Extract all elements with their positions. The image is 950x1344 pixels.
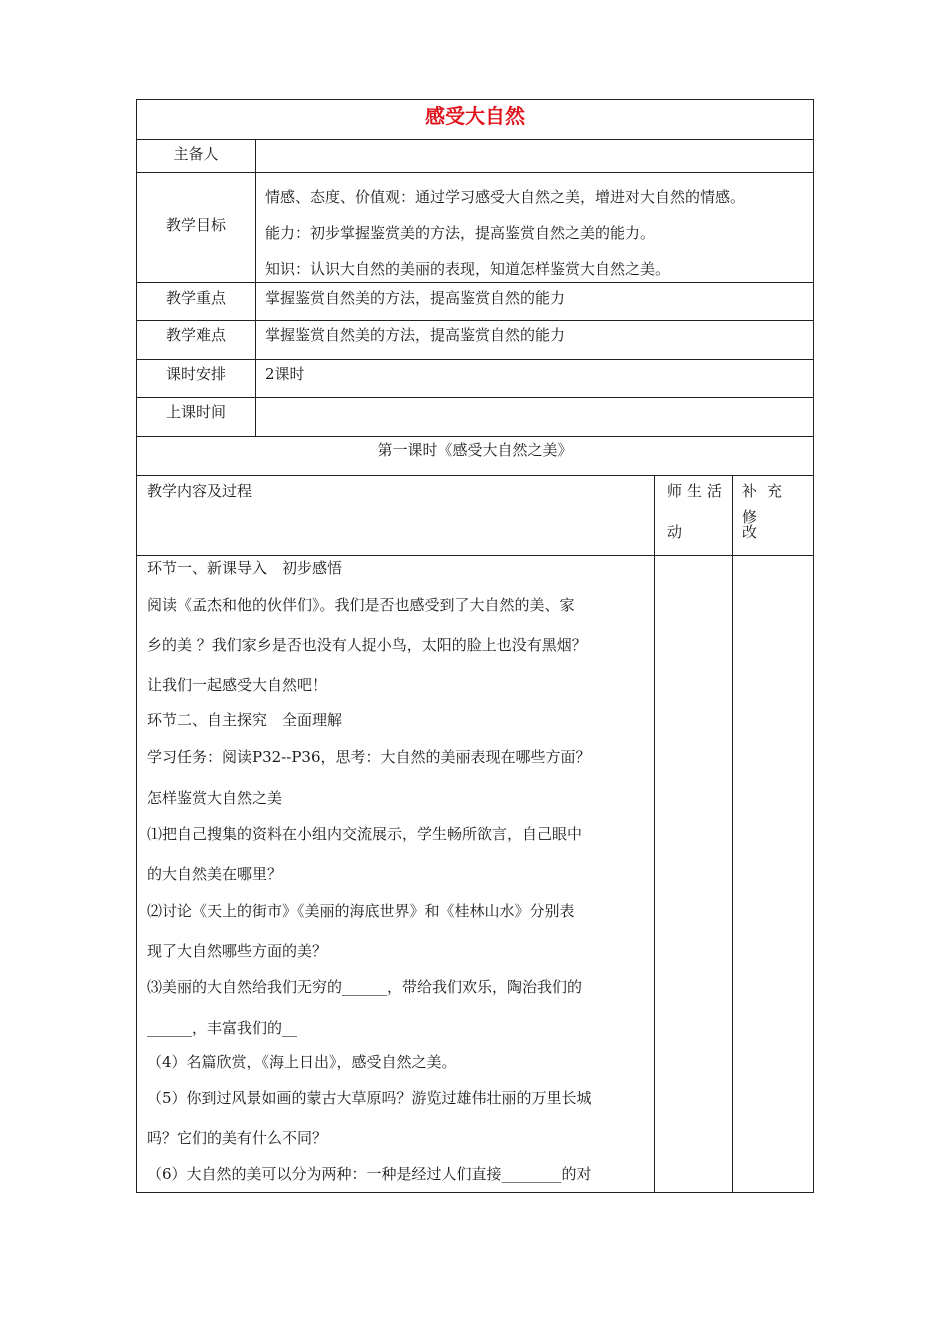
header-activity: 师生活	[667, 482, 728, 500]
column-divider-activity	[654, 476, 655, 1192]
body-line: （4）名篇欣赏，《海上日出》，感受自然之美。	[147, 1053, 457, 1071]
label-schedule: 课时安排	[137, 360, 256, 397]
body-line: 让我们一起感受大自然吧！	[147, 676, 328, 694]
row-column-headers	[137, 476, 813, 556]
schedule-text: 2课时	[265, 365, 305, 383]
key-points-text: 掌握鉴赏自然美的方法，提高鉴赏自然的能力	[265, 289, 566, 307]
document-title: 感受大自然	[425, 104, 525, 128]
header-revise-cont: 改	[742, 523, 758, 541]
body-line: 环节一、新课导入 初步感悟	[147, 559, 343, 577]
label-objectives: 教学目标	[137, 173, 256, 282]
body-line: ⑴把自己搜集的资料在小组内交流展示，学生畅所欲言，自己眼中	[147, 825, 583, 843]
header-revise: 补充修	[742, 482, 793, 526]
objective-knowledge: 知识：认识大自然的美丽的表现，知道怎样鉴赏大自然之美。	[265, 260, 671, 278]
body-line: 怎样鉴赏大自然之美	[147, 789, 283, 807]
row-schedule	[137, 360, 813, 398]
body-line: 学习任务：阅读P32--P36，思考：大自然的美丽表现在哪些方面？	[147, 748, 591, 766]
objective-attitude: 情感、态度、价值观：通过学习感受大自然之美，增进对大自然的情感。	[265, 188, 746, 206]
row-class-time	[137, 398, 813, 437]
label-difficulties: 教学难点	[137, 321, 256, 359]
row-difficulties	[137, 321, 813, 360]
row-key-points	[137, 283, 813, 321]
column-divider-revise	[732, 476, 733, 1192]
body-line: （5）你到过风景如画的蒙古大草原吗？游览过雄伟壮丽的万里长城	[147, 1089, 592, 1107]
label-key-points: 教学重点	[137, 283, 256, 320]
title-row	[137, 100, 813, 140]
row-objectives	[137, 173, 813, 283]
row-lesson-title	[137, 437, 813, 476]
content-body	[137, 556, 654, 1192]
body-line: （6）大自然的美可以分为两种：一种是经过人们直接________的对	[147, 1165, 592, 1183]
row-preparer	[137, 140, 813, 173]
label-class-time: 上课时间	[137, 398, 256, 436]
body-line: 环节二、自主探究 全面理解	[147, 711, 343, 729]
body-line: 吗？它们的美有什么不同？	[147, 1129, 328, 1147]
body-line: ⑵讨论《天上的街市》《美丽的海底世界》和《桂林山水》分别表	[147, 902, 575, 920]
body-line: 阅读《孟杰和他的伙伴们》。我们是否也感受到了大自然的美、家	[147, 596, 575, 614]
objectives-text	[265, 179, 805, 287]
label-preparer: 主备人	[137, 140, 256, 172]
difficulties-text: 掌握鉴赏自然美的方法，提高鉴赏自然的能力	[265, 326, 566, 344]
header-activity-cont: 动	[667, 523, 683, 541]
body-line: ⑶美丽的大自然给我们无穷的______，带给我们欢乐，陶治我们的	[147, 978, 583, 996]
lesson-title: 第一课时《感受大自然之美》	[377, 441, 573, 459]
header-content-process: 教学内容及过程	[147, 482, 253, 500]
lesson-plan-table	[136, 99, 814, 1193]
body-line: 现了大自然哪些方面的美？	[147, 942, 328, 960]
body-line: ______，丰富我们的__	[147, 1019, 298, 1037]
body-line: 的大自然美在哪里？	[147, 865, 283, 883]
objective-ability: 能力：初步掌握鉴赏美的方法，提高鉴赏自然之美的能力。	[265, 224, 656, 242]
body-line: 乡的美 ？我们家乡是否也没有人捉小鸟，太阳的脸上也没有黑烟？	[147, 636, 587, 654]
